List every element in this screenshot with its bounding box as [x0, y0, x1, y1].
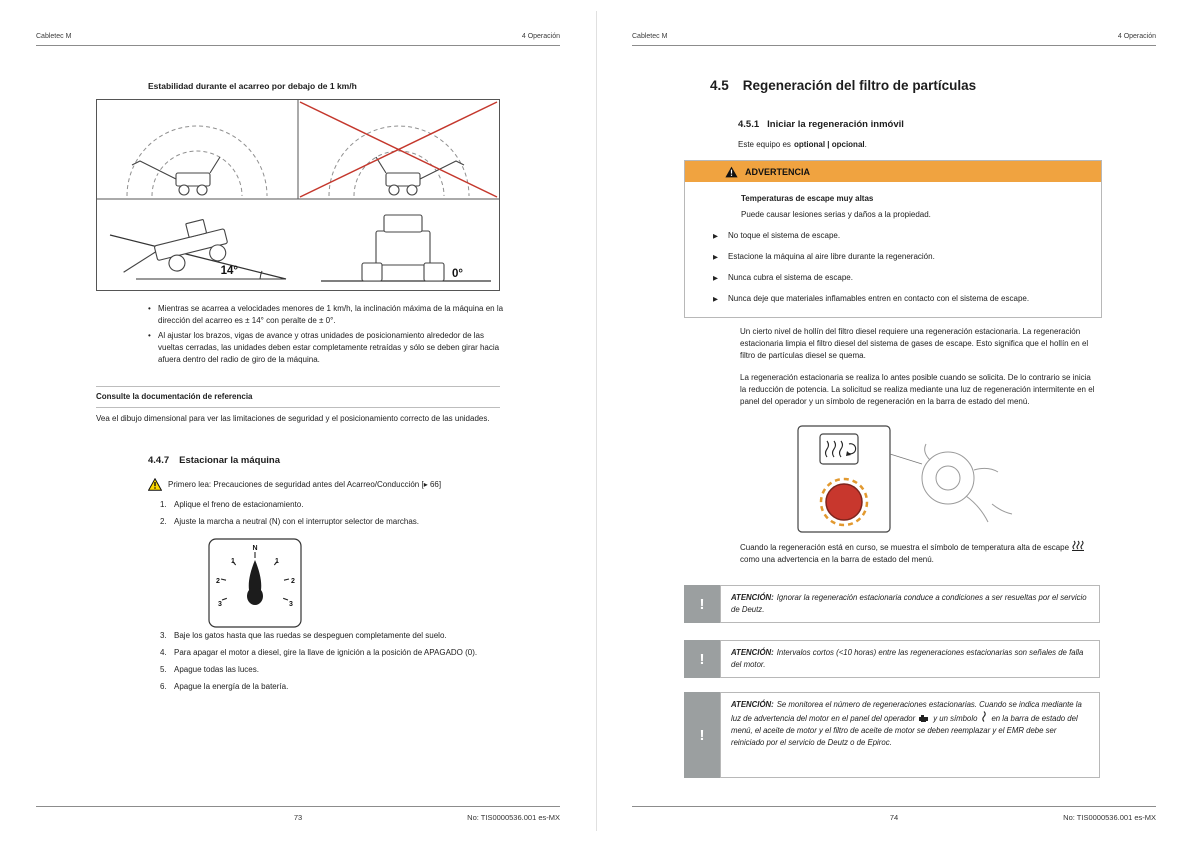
- first-read-text: Primero lea: Precauciones de seguridad antes del Acarreo/Conducción [▸ 66]: [168, 479, 442, 489]
- gear-label-neutral: N: [252, 545, 258, 552]
- section-number: 4.5.1: [738, 119, 760, 130]
- list-item: [713, 251, 1085, 263]
- manual-page-74: [596, 0, 1192, 842]
- header-rule: [632, 45, 1156, 46]
- incline-angle-label: 14°: [220, 265, 238, 277]
- gear-label: 3: [218, 601, 222, 608]
- list-item: [160, 664, 504, 676]
- step-number: 6.: [160, 682, 167, 691]
- equipment-option: optional | opcional: [793, 140, 865, 149]
- gear-selector-figure: [208, 538, 302, 628]
- list-item: [148, 330, 504, 366]
- attention-flag: [684, 585, 720, 623]
- section-title: Iniciar la regeneración inmóvil: [767, 119, 904, 130]
- first-read-note: [148, 478, 441, 491]
- stability-figure: [96, 99, 500, 291]
- equipment-line: [738, 139, 867, 151]
- list-item: [160, 630, 504, 642]
- warning-body: [685, 182, 1101, 317]
- list-item: [160, 516, 504, 528]
- step-text: Apague todas las luces.: [174, 665, 259, 674]
- attention-text: Intervalos cortos (<10 horas) entre las regeneraciones estacionarias son señales de falla del motor.: [731, 648, 1084, 670]
- attention-body: [720, 585, 1100, 623]
- section-title: Regeneración del filtro de partículas: [742, 78, 977, 93]
- equipment-post: .: [864, 140, 867, 149]
- attention-text: y un símbolo: [933, 714, 978, 724]
- warning-label: ADVERTENCIA: [745, 166, 811, 177]
- caution-triangle-icon: [148, 478, 162, 491]
- park-steps-3-6: [160, 630, 504, 698]
- attention-flag: [684, 640, 720, 678]
- section-heading-451: [738, 119, 904, 130]
- attention-flag: [684, 692, 720, 778]
- warning-instruction: ▶ Nunca cubra el sistema de escape.: [728, 273, 853, 282]
- in-progress-paragraph: [740, 540, 1098, 566]
- attention-label: ATENCIÓN:: [731, 648, 774, 657]
- warning-instruction: ▶ Estacione la máquina al aire libre durante la regeneración.: [728, 252, 935, 261]
- list-item: [160, 499, 504, 511]
- header-rule: [36, 45, 560, 46]
- reference-heading: Consulte la documentación de referencia: [96, 392, 253, 401]
- reference-block: [96, 386, 500, 425]
- page-divider: [596, 11, 597, 831]
- step-text: Ajuste la marcha a neutral (N) con el interruptor selector de marchas.: [174, 517, 419, 526]
- step-number: 4.: [160, 648, 167, 657]
- attention-text: Ignorar la regeneración estacionaria conduce a condiciones a ser resueltas por el servicio de Deutz.: [731, 593, 1087, 615]
- section-number: 4.4.7: [148, 455, 170, 466]
- step-text: Para apagar el motor a diesel, gire la llave de ignición a la posición de APAGADO (0).: [174, 648, 478, 657]
- header-product: Cabletec M: [632, 33, 668, 40]
- paragraph: Un cierto nivel de hollín del filtro diesel requiere una regeneración estacionaria. La regeneración estacionaria limpia el filtro diesel del sistema de gases de escape. Esto significa que el hollín en el filtro de partículas diesel se quema.: [740, 327, 1089, 360]
- warning-triangle-icon: [725, 166, 738, 178]
- gear-label: 3: [289, 601, 293, 608]
- stability-bullets: [148, 303, 504, 369]
- header-chapter: 4 Operación: [1117, 33, 1156, 40]
- warning-title: Temperaturas de escape muy altas: [741, 194, 874, 203]
- header-chapter: 4 Operación: [521, 33, 560, 40]
- step-text: Apague la energía de la batería.: [174, 682, 289, 691]
- in-progress-part1: Cuando la regeneración está en curso, se muestra el símbolo de temperatura alta de escape: [740, 543, 1070, 552]
- exclamation-icon: !: [699, 726, 705, 744]
- step-number: 5.: [160, 665, 167, 674]
- warning-consequence: Puede causar lesiones serias y daños a la propiedad.: [741, 210, 931, 219]
- gear-label: 1: [231, 558, 235, 565]
- list-item: [713, 230, 1085, 242]
- gear-label: 1: [275, 558, 279, 565]
- document-number: No: TIS0000536.001 es-MX: [467, 813, 560, 822]
- step-text: Baje los gatos hasta que las ruedas se despeguen completamente del suelo.: [174, 631, 447, 640]
- header-product: Cabletec M: [36, 33, 72, 40]
- attention-text: en la barra de estado del menú, el aceite de motor y el filtro de aceite de motor se deben reemplazar y el EMR debe ser reiniciado por el servicio de Deutz o de Epiroc.: [731, 714, 1078, 748]
- bullet-text: • Al ajustar los brazos, vigas de avance y otras unidades de posicionamiento alrededor de las vueltas cerradas, las unidades deben estar completamente retraídas y sólo se deben girar hacia afuera dentro del radio de giro de la máquina.: [158, 331, 500, 364]
- attention-note-2: [684, 640, 1100, 678]
- step-text: Aplique el freno de estacionamiento.: [174, 500, 304, 509]
- park-steps-1-2: [160, 499, 504, 533]
- footer-rule: [632, 806, 1156, 807]
- exclamation-icon: !: [699, 595, 705, 613]
- paragraph: La regeneración estacionaria se realiza lo antes posible cuando se solicita. De lo contrario se inicia la reducción de potencia. La solicitud se realiza mediante una luz de regeneración intermitente en el panel del operador y un símbolo de regeneración en la barra de estado del menú.: [740, 373, 1095, 406]
- exhaust-temp-icon: [1072, 540, 1084, 551]
- list-item: [160, 647, 504, 659]
- page-number: 74: [889, 813, 899, 822]
- list-item: [713, 272, 1085, 284]
- footer-rule: [36, 806, 560, 807]
- step-number: 3.: [160, 631, 167, 640]
- regeneration-symbol-icon: [980, 711, 988, 722]
- reference-body: Vea el dibujo dimensional para ver las limitaciones de seguridad y el posicionamiento correcto de las unidades.: [96, 414, 490, 423]
- section-heading-45: [710, 78, 976, 93]
- warning-instruction: ▶ Nunca deje que materiales inflamables entren en contacto con el sistema de escape.: [728, 294, 1030, 303]
- gear-label: 2: [291, 578, 295, 585]
- regeneration-panel-figure: [796, 424, 1031, 536]
- attention-label: ATENCIÓN:: [731, 700, 774, 709]
- list-item: [148, 303, 504, 327]
- figure-title: Estabilidad durante el acarreo por debajo de 1 km/h: [148, 81, 357, 91]
- warning-box: [684, 160, 1102, 318]
- bullet-text: • Mientras se acarrea a velocidades menores de 1 km/h, la inclinación máxima de la máquina en la dirección del acarreo es ± 14° con peralte de ± 0°.: [158, 304, 504, 325]
- section-title: Estacionar la máquina: [179, 455, 280, 466]
- engine-warning-light-icon: [918, 713, 930, 722]
- in-progress-part2: como una advertencia en la barra de estado del menú.: [740, 555, 934, 564]
- page-number: 73: [293, 813, 303, 822]
- gear-label: 2: [216, 578, 220, 585]
- attention-note-1: [684, 585, 1100, 623]
- crossfall-angle-label: 0°: [452, 268, 463, 280]
- attention-note-3: [684, 692, 1100, 778]
- attention-body: [720, 692, 1100, 778]
- exclamation-icon: !: [699, 650, 705, 668]
- list-item: [713, 293, 1085, 305]
- section-heading-447: [148, 455, 280, 466]
- equipment-pre: Este equipo es: [738, 140, 791, 149]
- step-number: 2.: [160, 517, 167, 526]
- attention-label: ATENCIÓN:: [731, 593, 774, 602]
- attention-text: Se monitorea el número de regeneraciones estacionarias. Cuando se indica mediante la luz de advertencia del motor en el panel del operador: [731, 700, 1082, 724]
- step-number: 1.: [160, 500, 167, 509]
- section-number: 4.5: [710, 78, 729, 93]
- list-item: [160, 681, 504, 693]
- warning-instruction: ▶ No toque el sistema de escape.: [728, 231, 841, 240]
- document-number: No: TIS0000536.001 es-MX: [1063, 813, 1156, 822]
- attention-body: [720, 640, 1100, 678]
- warning-header: [685, 161, 1101, 182]
